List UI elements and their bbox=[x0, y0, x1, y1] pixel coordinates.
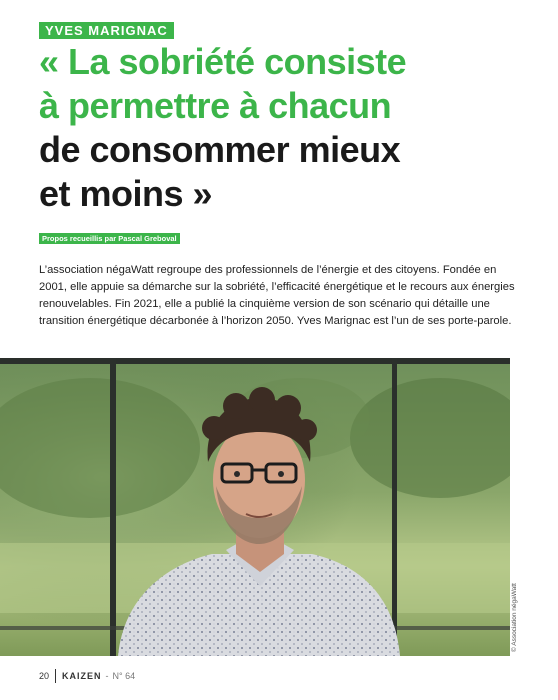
title-line-2: à permettre à chacun bbox=[39, 85, 392, 126]
intro-line-3: renouvelables. Fin 2021, elle a publié la cinquième version de son scénario qui détaille une bbox=[39, 298, 490, 310]
magazine-name: KAIZEN bbox=[62, 671, 102, 681]
author-name-tag: YVES MARIGNAC bbox=[39, 22, 174, 39]
title-line-3: de consommer mieux bbox=[39, 129, 401, 170]
portrait-photo bbox=[0, 358, 510, 656]
interview-credit: Propos recueillis par Pascal Greboval bbox=[39, 233, 180, 244]
page-footer bbox=[39, 669, 135, 683]
title-line-4: et moins » bbox=[39, 173, 213, 214]
footer-separator: - bbox=[105, 671, 109, 681]
photo-copyright: © Association négaWatt bbox=[511, 583, 518, 652]
article-title bbox=[39, 40, 539, 216]
portrait-illustration bbox=[0, 358, 510, 656]
intro-line-2: 2001, elle appuie sa démarche sur la sobriété, l’efficacité énergétique et le recours aux énergies bbox=[39, 281, 515, 293]
title-line-1: « La sobriété consiste bbox=[39, 41, 407, 82]
intro-line-1: L’association négaWatt regroupe des professionnels de l’énergie et des citoyens. Fondée en bbox=[39, 264, 497, 276]
issue-number: N° 64 bbox=[112, 671, 136, 681]
footer-divider bbox=[55, 669, 56, 683]
page-number: 20 bbox=[39, 671, 50, 681]
intro-line-4: transition énergétique décarbonée à l’horizon 2050. Yves Marignac est l’un de ses porte-parole. bbox=[39, 315, 512, 327]
intro-paragraph bbox=[39, 262, 519, 330]
